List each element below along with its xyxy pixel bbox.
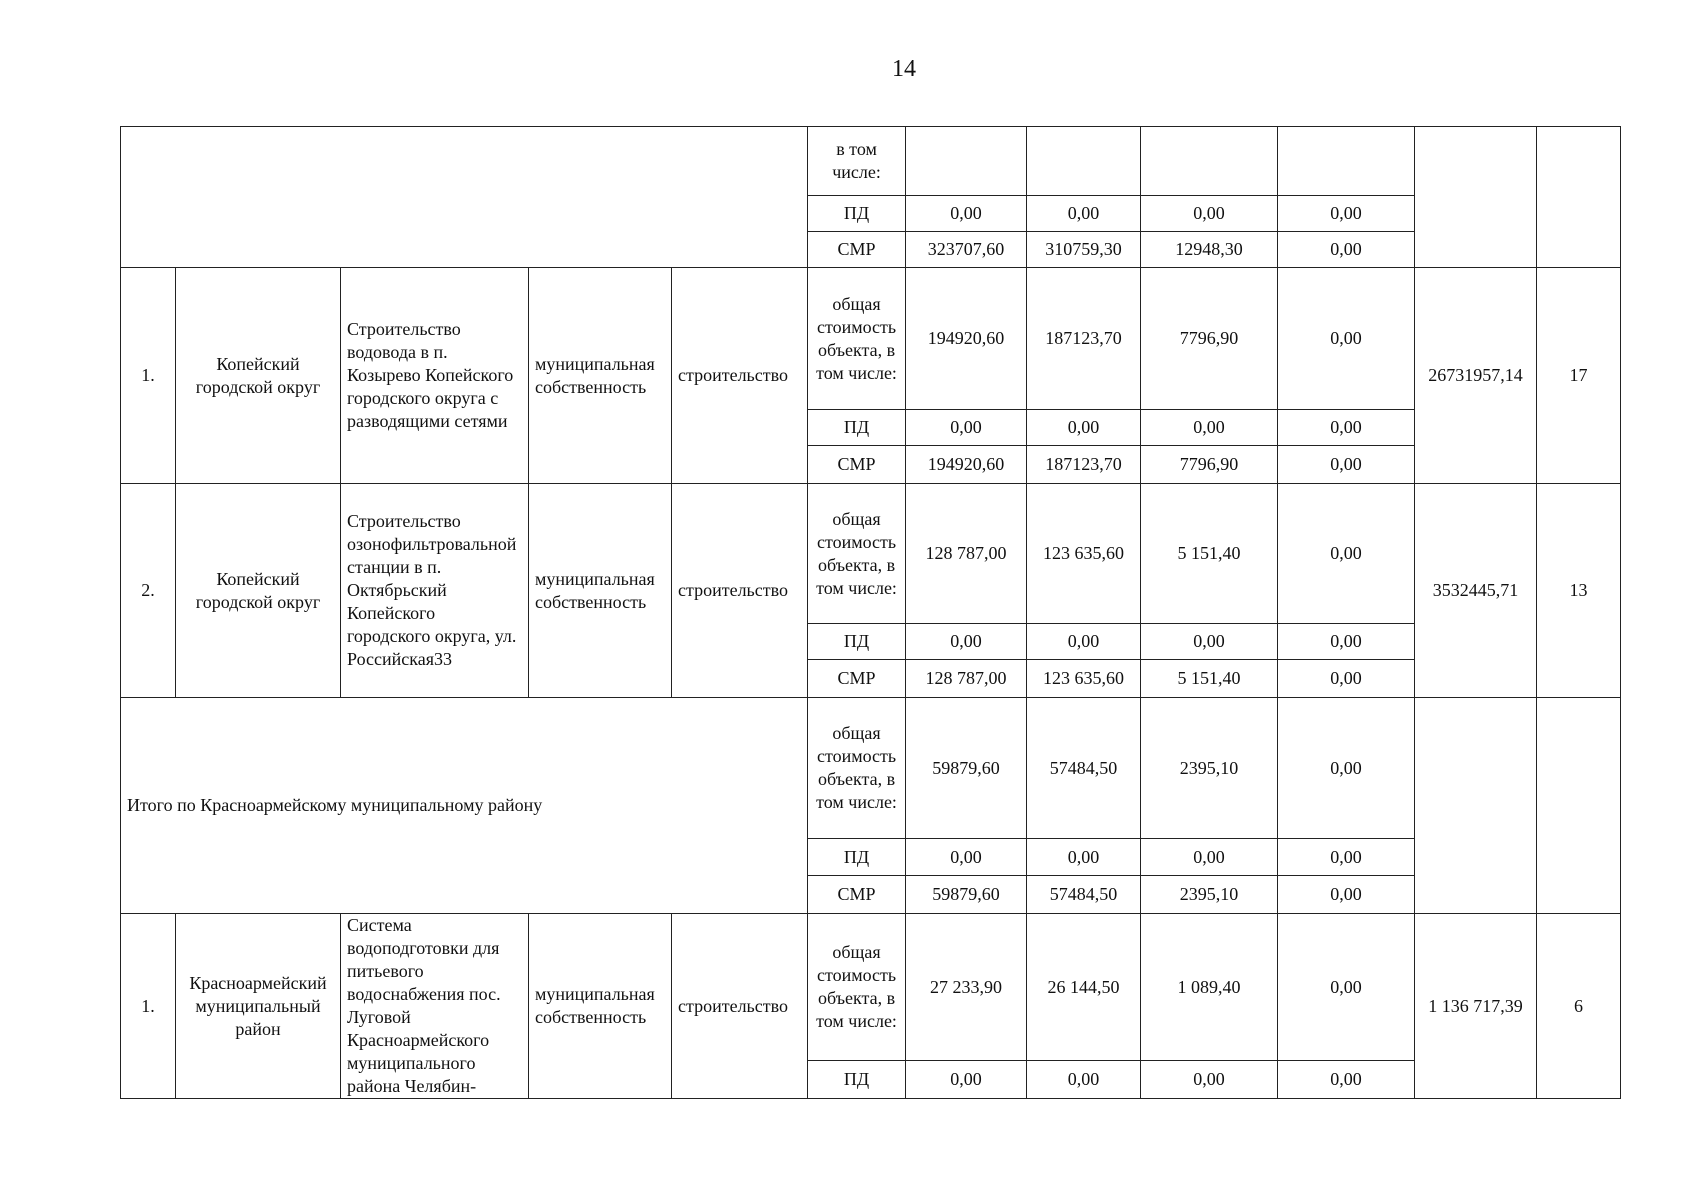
table-row: СМР 194920,60 187123,70 7796,90 0,00: [121, 446, 1621, 484]
table-row: ПД 0,00 0,00 0,00 0,00: [121, 1061, 1621, 1099]
table-row: 1. Красноармейский муниципальный район Система водоподготовки для питьевого водоснабжения пос. Луговой Красноармейского муниципального района Челябин- муниципальная собственность строительство общая стоимость объекта, в том числе: 27 233,90 26 144,50 1 089,40 0,00 1 136 717,39 6: [121, 914, 1621, 1061]
investment-objects-table: [120, 126, 1621, 1099]
table-row: 2. Копейский городской округ Строительство озонофильтровальной станции в п. Октябрьский Копейского городского округа, ул. Российская33 муниципальная собственность строительство общая стоимость объекта, в том числе: 128 787,00 123 635,60 5 151,40 0,00 3532445,71 13: [121, 484, 1621, 624]
table-row: ПД 0,00 0,00 0,00 0,00: [121, 839, 1621, 876]
district-total-label: Итого по Красноармейскому муниципальному району: [121, 698, 808, 914]
table-row: ПД 0,00 0,00 0,00 0,00: [121, 196, 1621, 232]
table-row: ПД 0,00 0,00 0,00 0,00: [121, 410, 1621, 446]
table-row: СМР 59879,60 57484,50 2395,10 0,00: [121, 876, 1621, 914]
table-row: 1. Копейский городской округ Строительство водовода в п. Козырево Копейского городского округа с разводящими сетями муниципальная собственность строительство общая стоимость объекта, в том числе: 194920,60 187123,70 7796,90 0,00 26731957,14 17: [121, 268, 1621, 410]
empty-cell: [121, 127, 808, 268]
page-number: 14: [892, 56, 916, 82]
table-row: СМР 323707,60 310759,30 12948,30 0,00: [121, 232, 1621, 268]
breakdown-label: в том числе:: [808, 127, 906, 196]
table-row: [121, 127, 1621, 196]
table-row: СМР 128 787,00 123 635,60 5 151,40 0,00: [121, 660, 1621, 698]
table-row: ПД 0,00 0,00 0,00 0,00: [121, 624, 1621, 660]
table-row: Итого по Красноармейскому муниципальному району общая стоимость объекта, в том числе: 59879,60 57484,50 2395,10 0,00: [121, 698, 1621, 839]
